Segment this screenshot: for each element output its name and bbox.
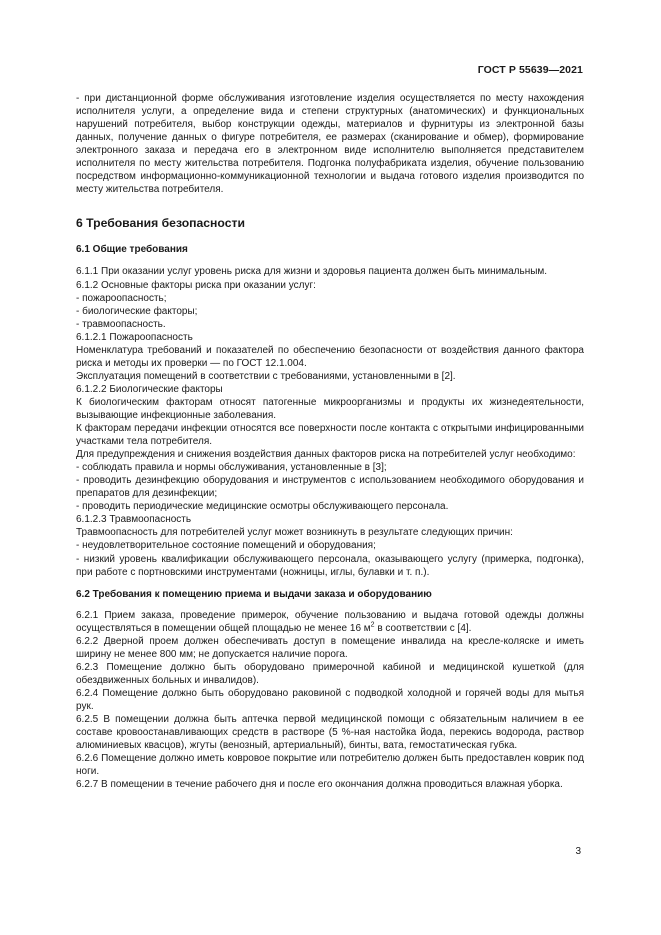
section-6-1-body <box>76 265 584 578</box>
section-6-2-heading: 6.2 Требования к помещению приема и выдачи заказа и оборудованию <box>76 588 432 600</box>
paragraph: К факторам передачи инфекции относятся все поверхности после контакта с открытыми инфицированными участками тела потребителя. <box>76 423 584 448</box>
paragraph: 6.1.2 Основные факторы риска при оказании услуг: <box>76 279 316 291</box>
paragraph: - биологические факторы; <box>76 305 198 317</box>
paragraph: - проводить дезинфекцию оборудования и инструментов с использованием необходимого оборудования и препаратов для дезинфекции; <box>76 475 584 500</box>
paragraph: Травмоопасность для потребителей услуг может возникнуть в результате следующих причин: <box>76 527 513 539</box>
paragraph: - соблюдать правила и нормы обслуживания, установленные в [3]; <box>76 462 387 474</box>
section-6-2-body <box>76 635 584 792</box>
paragraph: Эксплуатация помещений в соответствии с требованиями, установленными в [2]. <box>76 370 456 382</box>
paragraph: 6.2.3 Помещение должно быть оборудовано примерочной кабиной и медицинской кушеткой (для обездвиженных больных и инвалидов). <box>76 661 584 686</box>
paragraph: Для предупреждения и снижения воздействия данных факторов риска на потребителей услуг необходимо: <box>76 449 576 461</box>
section-6-heading: 6 Требования безопасности <box>76 216 245 231</box>
document-body <box>76 92 584 791</box>
paragraph: - травмоопасность. <box>76 318 166 330</box>
paragraph: 6.1.1 При оказании услуг уровень риска для жизни и здоровья пациента должен быть минимальным. <box>76 266 548 278</box>
paragraph: 6.2.7 В помещении в течение рабочего дня и после его окончания должна проводиться влажная уборка. <box>76 779 563 791</box>
paragraph-6-2-1-text: 6.2.1 Прием заказа, проведение примерок, обучение пользованию и выдача готовой одежды должны осуществляться в помещении общей площадью не менее 16 м <box>76 609 584 634</box>
paragraph-6-2-1 <box>76 609 584 635</box>
paragraph: 6.2.2 Дверной проем должен обеспечивать доступ в помещение инвалида на кресле-коляске и иметь ширину не менее 800 мм; не допускается наличие порога. <box>76 635 584 660</box>
paragraph: - проводить периодические медицинские осмотры обслуживающего персонала. <box>76 501 449 513</box>
paragraph: 6.2.5 В помещении должна быть аптечка первой медицинской помощи с обязательным наличием в ее составе кровоостанавливающих средств в растворе (5 %-ная настойка йода, перекись водорода, раствор алюминиевых квасцов), жгуты (венозный, артериальный), бинты, вата, гемостатическая губка. <box>76 714 584 752</box>
paragraph: 6.1.2.3 Травмоопасность <box>76 514 192 526</box>
paragraph: К биологическим факторам относят патогенные микроорганизмы и продукты их жизнедеятельности, вызывающие инфекционные заболевания. <box>76 396 584 421</box>
paragraph: - низкий уровень квалификации обслуживающего персонала, оказывающего услугу (примерка, подгонка), при работе с портновскими инструментами (ножницы, иглы, булавки и т. п.). <box>76 553 584 578</box>
section-6-1-heading: 6.1 Общие требования <box>76 244 188 256</box>
paragraph: - неудовлетворительное состояние помещений и оборудования; <box>76 540 376 552</box>
standard-designation: ГОСТ Р 55639—2021 <box>477 64 583 76</box>
paragraph-6-2-1-tail: в соответствии с [4]. <box>374 622 472 634</box>
paragraph: Номенклатура требований и показателей по обеспечению безопасности от воздействия данного фактора риска и методы их проверки — по ГОСТ 12.1.004. <box>76 344 584 369</box>
superscript-2: 2 <box>370 621 375 629</box>
page-number: 3 <box>575 846 581 857</box>
paragraph: 6.2.6 Помещение должно иметь ковровое покрытие или потребителю должен быть предоставлен коврик под ноги. <box>76 753 584 778</box>
paragraph: 6.2.4 Помещение должно быть оборудовано раковиной с подводкой холодной и горячей воды для мытья рук. <box>76 687 584 712</box>
paragraph: 6.1.2.1 Пожароопасность <box>76 331 193 343</box>
paragraph: 6.1.2.2 Биологические факторы <box>76 383 223 395</box>
intro-paragraph: - при дистанционной форме обслуживания изготовление изделия осуществляется по месту нахождения исполнителя услуги, а определение вида и степени структурных (анатомических) и функциональных нарушений потребителя, выбор конструкции одежды, материалов и фурнитуры из электронной базы данных, получение данных о фигуре потребителя, ее размерах (сканирование и обмер), формирование электронного заказа и передача его в электронном виде исполнителю выполняется представителем исполнителя по месту жительства потребителя. Подгонка полуфабриката изделия, обучение пользованию посредством информационно-коммуникационной технологии и выдача готового изделия производится по месту жительства потребителя. <box>76 93 584 196</box>
paragraph: - пожароопасность; <box>76 292 167 304</box>
